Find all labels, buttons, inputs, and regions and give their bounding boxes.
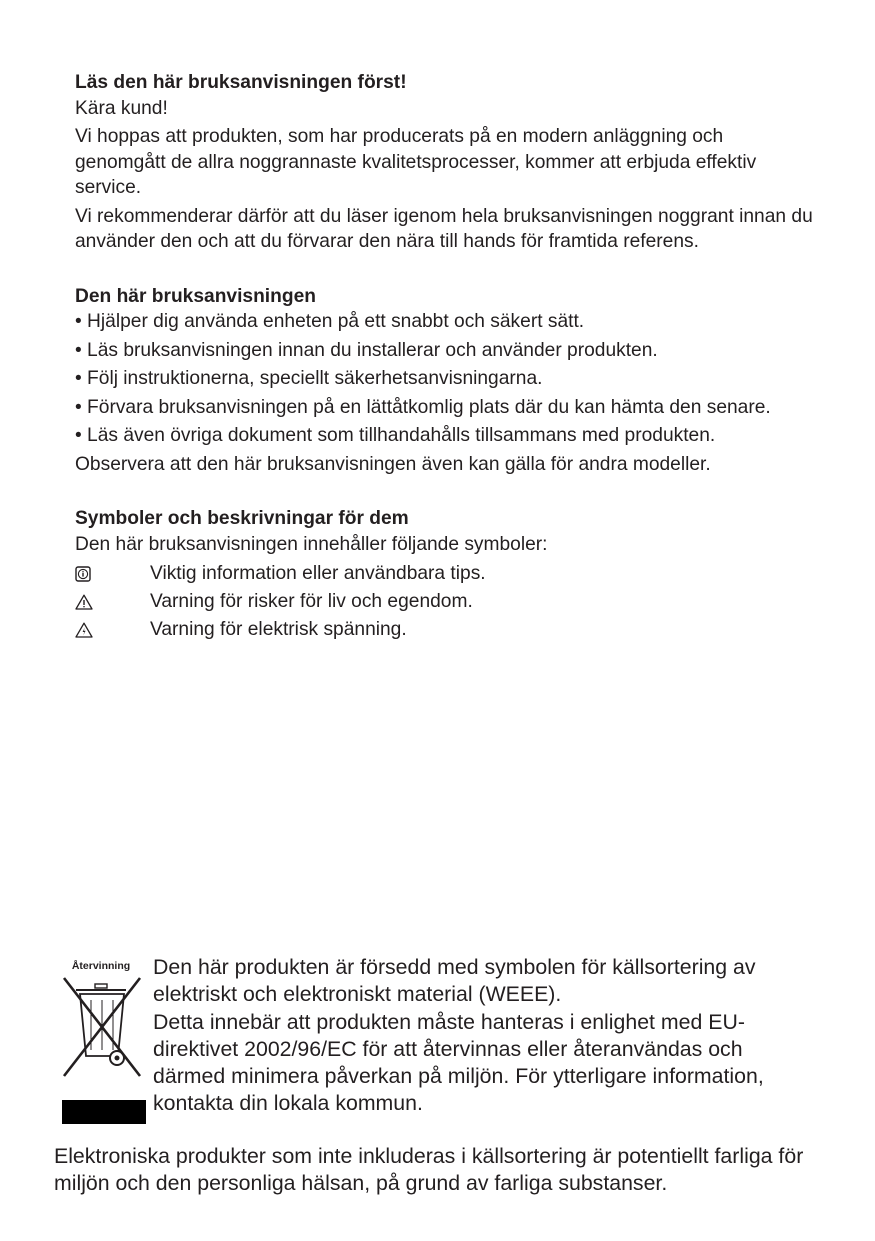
electric-warning-icon: [75, 622, 150, 638]
info-icon: [75, 566, 150, 582]
footer-text: Elektroniska produkter som inte inkluderas i källsortering är potentiellt farliga för miljön och den personliga hälsan, på grund av farliga substanser.: [54, 1144, 804, 1196]
manual-item: • Förvara bruksanvisningen på en lättåtkomlig plats där du kan hämta den senare.: [75, 396, 771, 418]
manual-item: • Läs även övriga dokument som tillhandahålls tillsammans med produkten.: [75, 425, 716, 446]
weee-symbol: [58, 960, 144, 1124]
manual-item: • Läs bruksanvisningen innan du installerar och använder produkten.: [75, 339, 658, 361]
symbols-intro: Den här bruksanvisningen innehåller följande symboler:: [75, 533, 548, 555]
manual-heading: Den här bruksanvisningen: [75, 285, 316, 307]
symbol-row-electric: [75, 616, 815, 644]
crossed-bin-icon: [58, 974, 144, 1098]
weee-paragraph-2: Detta innebär att produkten måste hanteras i enlighet med EU-direktivet 2002/96/EC för att återvinnas eller återanvändas och därmed minimera påverkan på miljön. För ytterligare information, kontakta din lokala kommun.: [153, 1009, 764, 1116]
intro-heading: Läs den här bruksanvisningen först!: [75, 72, 407, 93]
section-gap: [75, 258, 815, 284]
intro-greeting: Kära kund!: [75, 97, 168, 119]
warning-icon: [75, 594, 150, 610]
weee-bar: [62, 1100, 146, 1124]
intro-paragraph-2: Vi rekommenderar därför att du läser igenom hela bruksanvisningen noggrant innan du använder den och att du förvarar den nära till hands för framtida referens.: [75, 205, 813, 252]
section-gap: [75, 480, 815, 506]
symbols-heading: Symboler och beskrivningar för dem: [75, 508, 409, 529]
symbol-electric-text: Varning för elektrisk spänning.: [150, 619, 407, 641]
weee-text: [153, 954, 813, 1118]
symbol-row-info: [75, 560, 815, 588]
main-content: [75, 70, 815, 644]
weee-icon-label: Återvinning: [71, 960, 131, 972]
intro-paragraph-1: Vi hoppas att produkten, som har producerats på en modern anläggning och genomgått de allra noggrannaste kvalitetsprocesser, kommer att erbjuda effektiv service.: [75, 126, 757, 198]
weee-paragraph-1: Den här produkten är försedd med symbolen för källsortering av elektriskt och elektroniskt material (WEEE).: [153, 955, 756, 1007]
symbol-warning-text: Varning för risker för liv och egendom.: [150, 591, 473, 613]
symbol-info-text: Viktig information eller användbara tips.: [150, 563, 486, 585]
manual-note: Observera att den här bruksanvisningen även kan gälla för andra modeller.: [75, 453, 711, 475]
symbol-row-warning: [75, 588, 815, 616]
manual-item: • Hjälper dig använda enheten på ett snabbt och säkert sätt.: [75, 311, 585, 332]
manual-item: • Följ instruktionerna, speciellt säkerhetsanvisningarna.: [75, 368, 543, 389]
